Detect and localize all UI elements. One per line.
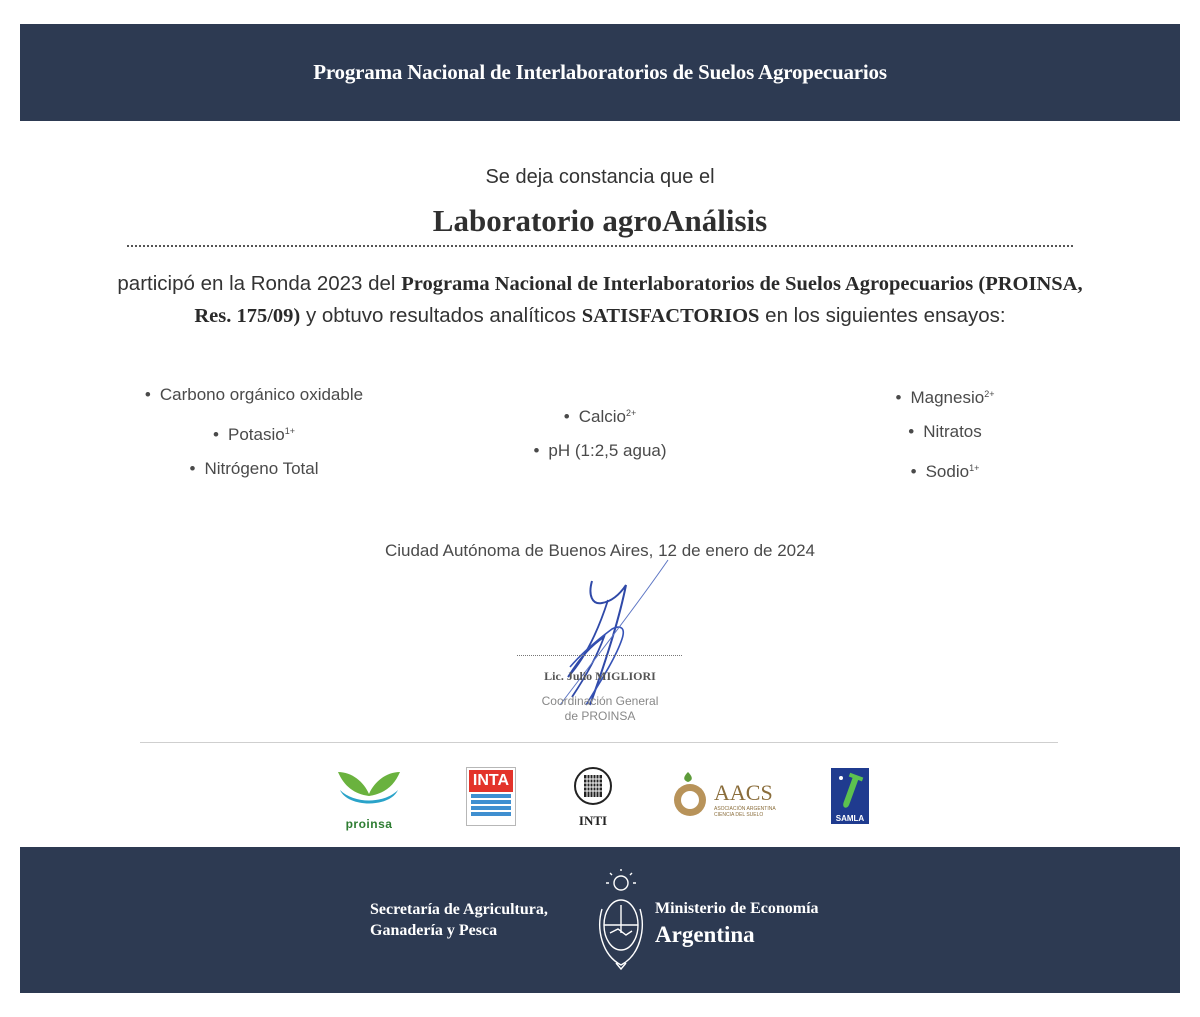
certificate-intro: Se deja constancia que el bbox=[485, 166, 715, 188]
aacs-subtitle: ASOCIACIÓN ARGENTINA CIENCIA DEL SUELO bbox=[714, 806, 776, 818]
result-status: SATISFACTORIOS bbox=[581, 305, 760, 327]
paragraph-text-3: en los siguientes ensayos: bbox=[759, 304, 1006, 327]
list-item: • Potasio$^{1+}$ bbox=[213, 425, 295, 444]
footer-band bbox=[20, 847, 1180, 993]
program-reference: Programa Nacional de Interlaboratorios de Suelos Agropecuarios (PROINSA, Res. 175/09) bbox=[194, 273, 1083, 327]
signer-role: Coordinación General de PROINSA bbox=[541, 694, 659, 723]
inta-text: INTA bbox=[469, 770, 513, 792]
proinsa-leaf-icon bbox=[334, 768, 404, 812]
inta-logo bbox=[466, 767, 516, 826]
tests-column-3 bbox=[860, 376, 1030, 487]
list-item: • Nitratos bbox=[908, 422, 982, 441]
list-item: • Nitrógeno Total bbox=[189, 459, 319, 478]
aacs-soil-icon bbox=[670, 770, 710, 820]
place-date: Ciudad Autónoma de Buenos Aires, 12 de enero de 2024 bbox=[384, 541, 816, 560]
list-item: • Carbono orgánico oxidable bbox=[144, 385, 364, 404]
list-item: • Magnesio$^{2+}$ bbox=[895, 388, 995, 407]
list-item: • Sodio$^{1+}$ bbox=[910, 462, 980, 481]
header-band bbox=[20, 24, 1180, 121]
national-shield-icon bbox=[596, 869, 646, 971]
list-item: • Calcio$^{2+}$ bbox=[563, 407, 637, 426]
inti-grid-icon bbox=[573, 766, 613, 808]
paragraph-text-1: participó en la Ronda 2023 del bbox=[117, 272, 402, 295]
tests-column-2 bbox=[500, 395, 700, 469]
samla-tube-icon bbox=[831, 768, 869, 812]
logos-separator bbox=[140, 742, 1058, 743]
inti-text: INTI bbox=[578, 813, 608, 828]
signature-line bbox=[517, 655, 682, 656]
signer-name: Lic. Julio MIGLIORI bbox=[544, 669, 656, 683]
proinsa-text: proinsa bbox=[345, 817, 393, 831]
laboratory-name: Laboratorio agroAnálisis bbox=[432, 203, 768, 238]
paragraph-text-2: y obtuvo resultados analíticos bbox=[300, 304, 582, 327]
proinsa-logo bbox=[334, 768, 404, 831]
aacs-logo bbox=[670, 770, 776, 824]
list-item: • pH (1:2,5 agua) bbox=[533, 441, 667, 460]
dotted-divider bbox=[127, 245, 1073, 247]
tests-column-1 bbox=[140, 376, 368, 487]
program-title: Programa Nacional de Interlaboratorios de Suelos Agropecuarios bbox=[313, 60, 887, 84]
aacs-text: AACS bbox=[714, 780, 773, 805]
inti-logo bbox=[573, 766, 613, 830]
samla-logo bbox=[831, 768, 869, 824]
country-label: Argentina bbox=[655, 922, 755, 947]
secretaria-label: Secretaría de Agricultura, Ganadería y Pesca bbox=[370, 901, 548, 939]
samla-text: SAMLA bbox=[835, 814, 865, 823]
ministerio-label: Ministerio de Economía bbox=[655, 900, 819, 917]
certificate-paragraph bbox=[100, 268, 1100, 332]
